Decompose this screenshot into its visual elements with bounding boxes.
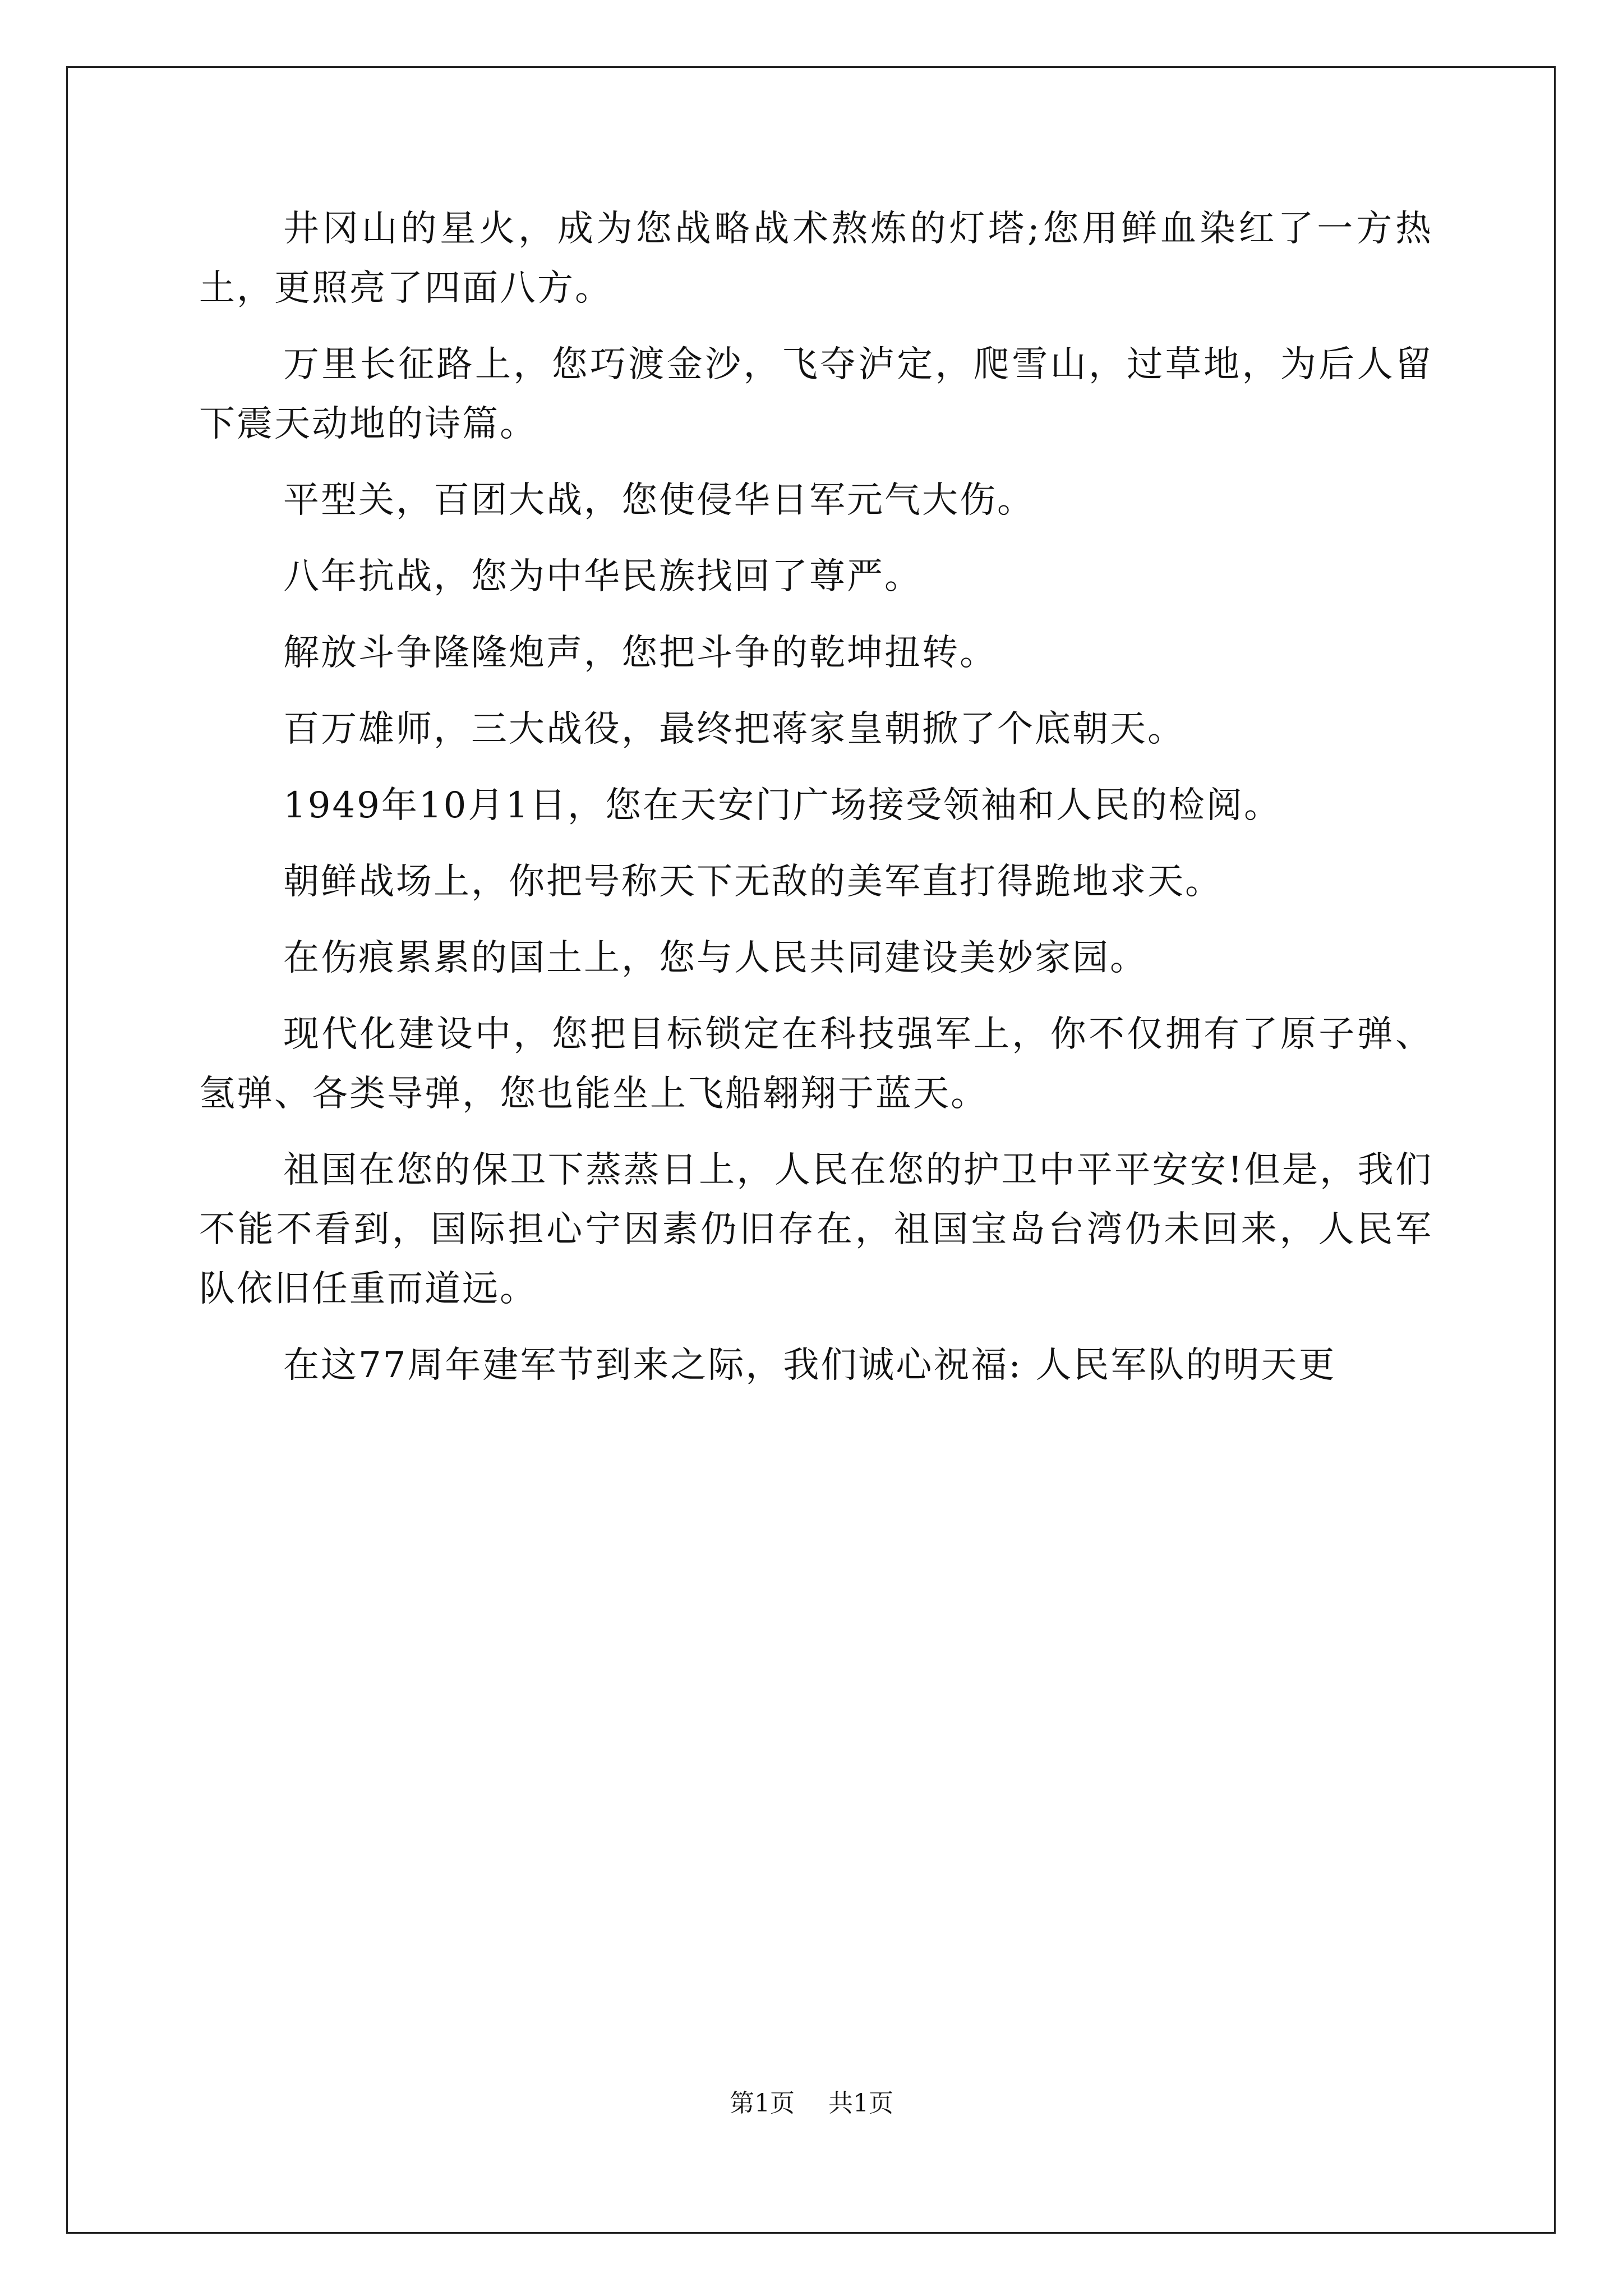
- paragraph: 解放斗争隆隆炮声，您把斗争的乾坤扭转。: [283, 632, 997, 674]
- paragraph: 祖国在您的保卫下蒸蒸日上，人民在您的护卫中平平安安!但是，我们不能不看到，国际担心宁因素仍旧存在，祖国宝岛台湾仍未回来，人民军队依旧任重而道远。: [199, 1149, 1433, 1310]
- page-footer: [0, 2087, 1623, 2120]
- page-number: 第1页: [730, 2089, 795, 2118]
- paragraph: 1949年10月1日，您在天安门广场接受领袖和人民的检阅。: [283, 785, 1282, 826]
- paragraph: 平型关，百团大战，您使侵华日军元气大伤。: [283, 480, 1035, 521]
- paragraph: 井冈山的星火，成为您战略战术熬炼的灯塔;您用鲜血染红了一方热土，更照亮了四面八方。: [199, 208, 1433, 309]
- paragraph: 八年抗战，您为中华民族找回了尊严。: [283, 556, 922, 597]
- total-pages: 共1页: [828, 2089, 893, 2118]
- document-body: [199, 199, 1433, 1412]
- paragraph: 在伤痕累累的国土上，您与人民共同建设美妙家园。: [283, 937, 1147, 979]
- paragraph: 在这77周年建军节到来之际，我们诚心祝福: 人民军队的明天更: [283, 1345, 1336, 1386]
- paragraph: 朝鲜战场上，你把号称天下无敌的美军直打得跪地求天。: [283, 861, 1223, 903]
- paragraph: 百万雄师，三大战役，最终把蒋家皇朝掀了个底朝天。: [283, 708, 1185, 750]
- paragraph: 现代化建设中，您把目标锁定在科技强军上，你不仅拥有了原子弹、氢弹、各类导弹，您也能坐上飞船翱翔于蓝天。: [199, 1014, 1433, 1115]
- paragraph: 万里长征路上，您巧渡金沙，飞夺泸定，爬雪山，过草地，为后人留下震天动地的诗篇。: [199, 344, 1433, 445]
